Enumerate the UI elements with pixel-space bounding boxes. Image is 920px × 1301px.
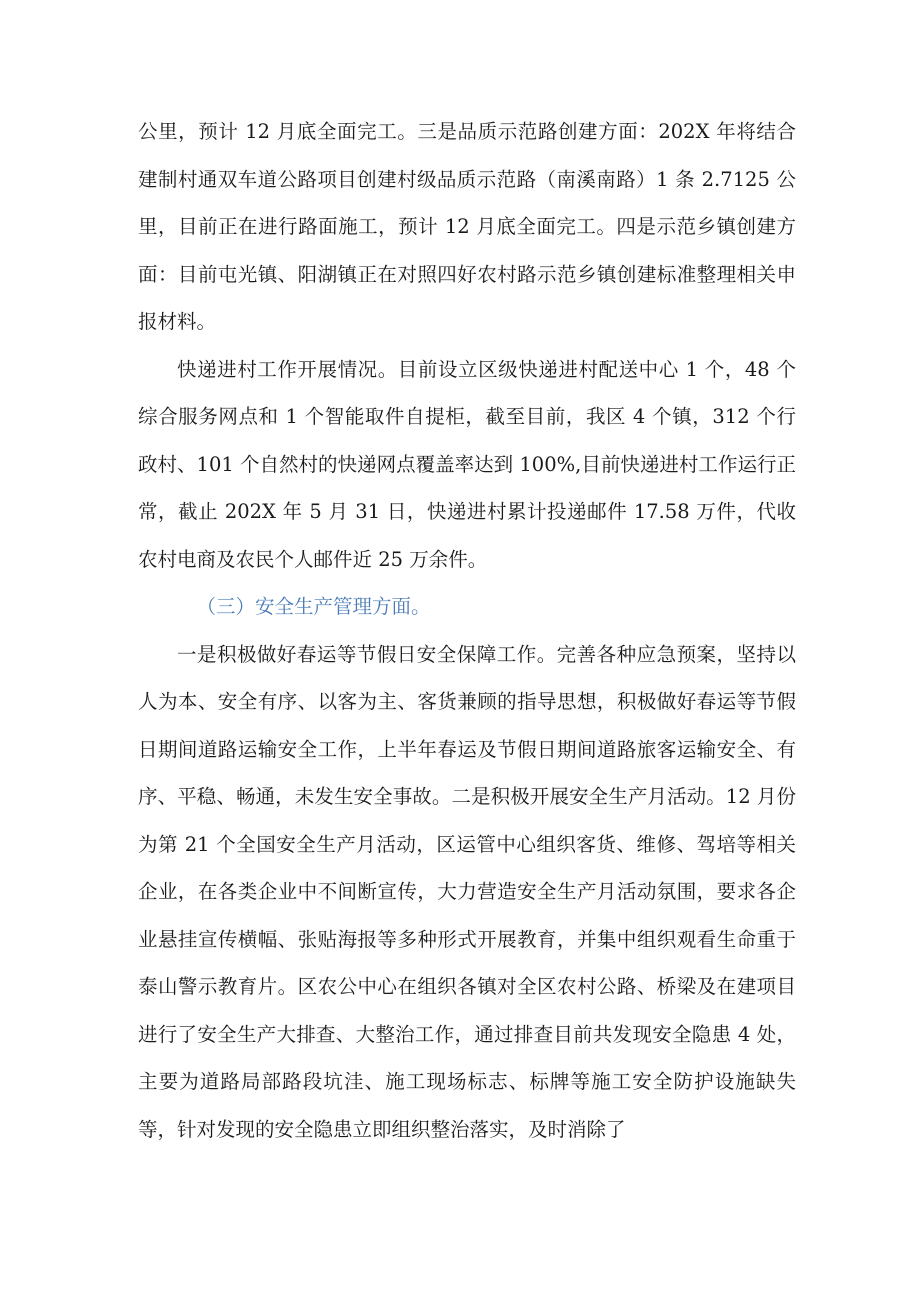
- paragraph-safety-management: 一是积极做好春运等节假日安全保障工作。完善各种应急预案，坚持以人为本、安全有序、以客为主、客货兼顾的指导思想，积极做好春运等节假日期间道路运输安全工作，上半年春运及节假日期间道路旅客运输安全、有序、平稳、畅通，未发生安全事故。二是积极开展安全生产月活动。12 月份为第 21 个全国安全生产月活动，区运管中心组织客货、维修、驾培等相关企业，在各类企业中不间断宣传，大力营造安全生产月活动氛围，要求各企业悬挂宣传横幅、张贴海报等多种形式开展教育，并集中组织观看生命重于泰山警示教育片。区农公中心在组织各镇对全区农村公路、桥梁及在建项目进行了安全生产大排查、大整治工作，通过排查目前共发现安全隐患 4 处，主要为道路局部路段坑洼、施工现场标志、标牌等施工安全防护设施缺失等，针对发现的安全隐患立即组织整治落实，及时消除了: [138, 642, 796, 1141]
- paragraph-road-construction: 公里，预计 12 月底全面完工。三是品质示范路创建方面：202X 年将结合建制村通双车道公路项目创建村级品质示范路（南溪南路）1 条 2.7125 公里，目前正在进行路面施工，预计 12 月底全面完工。四是示范乡镇创建方面：目前屯光镇、阳湖镇正在对照四好农村路示范乡镇创建标准整理相关申报材料。: [138, 120, 796, 333]
- document-page: [138, 108, 796, 1153]
- section-heading-safety: （三）安全生产管理方面。: [196, 595, 431, 618]
- paragraph-express-delivery: 快递进村工作开展情况。目前设立区级快递进村配送中心 1 个，48 个综合服务网点和 1 个智能取件自提柜，截至目前，我区 4 个镇，312 个行政村、101 个自然村的快递网点覆盖率达到 100%,目前快递进村工作运行正常，截止 202X 年 5 月 31 日，快递进村累计投递邮件 17.58 万件，代收农村电商及农民个人邮件近 25 万余件。: [138, 357, 796, 571]
